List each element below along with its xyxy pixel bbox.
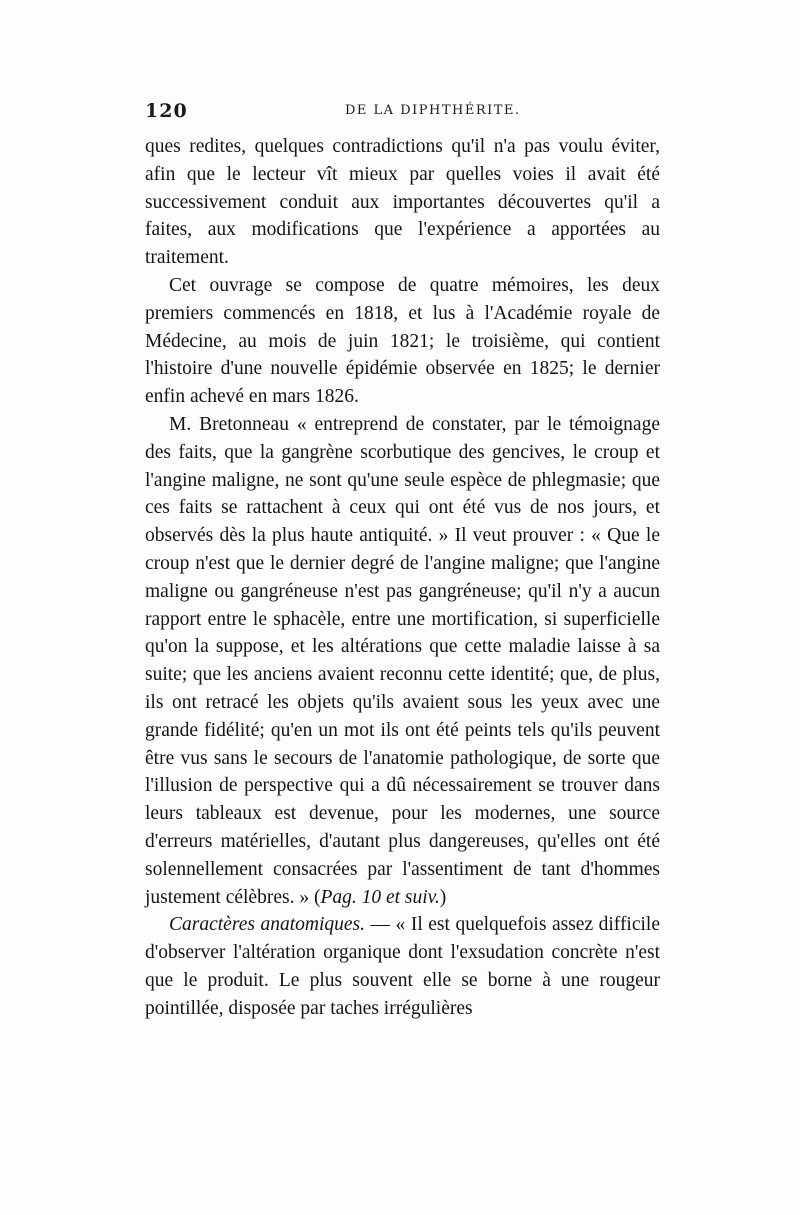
section-heading: Caractères anatomiques. <box>169 914 365 936</box>
paragraph-3-text: M. Bretonneau « entreprend de constater, par le témoignage des faits, que la gangrène scorbutique des gencives, le croup et l'angine maligne, ne sont qu'une seule espèce de phlegmasie; que ces faits se rattachent à ceux qui ont été vus de nos jours, et observés dès la plus haute antiquité. » Il veut prouver : « Que le croup n'est que le dernier degré de l'angine maligne; que l'angine maligne ou gangréneuse n'est pas gangréneuse; qu'il n'y a aucun rapport entre le sphacèle, entre une mortification, si superficielle qu'on la suppose, et les altérations que cette maladie laisse à sa suite; que les anciens avaient reconnu cette identité; que, de plus, ils ont retracé les objets qu'ils avaient sous les yeux avec une grande fidélité; qu'en un mot ils ont été peints tels qu'ils peuvent être vus sans le secours de l'anatomie pathologique, de sorte que l'illusion de perspective qui a dû nécessairement se trouver dans leurs tableaux est devenue, pour les modernes, une source d'erreurs matérielles, d'autant plus dangereuses, qu'elles ont été solennellement consacrées par l'assentiment de tant d'hommes justement célèbres. » ( <box>145 413 660 908</box>
paragraph-4-text: — « Il est quelquefois assez difficile d'observer l'altération organique dont l'exsudation concrète n'est que le produit. Le plus souvent elle se borne à une rougeur pointillée, disposée par taches irrégulières <box>145 914 661 1019</box>
page-reference-close: ) <box>439 886 447 908</box>
body-text <box>145 133 660 1023</box>
paragraph-3 <box>145 411 660 911</box>
paragraph-1 <box>145 133 660 272</box>
paragraph-2-text: Cet ouvrage se compose de quatre mémoires, les deux premiers commencés en 1818, et lus à l'Académie royale de Médecine, au mois de juin 1821; le troisième, qui contient l'histoire d'une nouvelle épidémie observée en 1825; le dernier enfin achevé en mars 1826. <box>145 274 660 408</box>
page-header <box>145 100 660 124</box>
page-reference: Pag. 10 et suiv. <box>320 886 440 908</box>
running-title: DE LA DIPHTHÉRITE. <box>345 103 521 118</box>
paragraph-4 <box>145 911 660 1022</box>
page-number: 120 <box>145 100 188 122</box>
paragraph-1-text: ques redites, quelques contradictions qu'il n'a pas voulu éviter, afin que le lecteur vît mieux par quelles voies il avait été successivement conduit aux importantes découvertes qu'il a faites, aux modifications que l'expérience a apportées au traitement. <box>145 136 660 269</box>
paragraph-2 <box>145 272 660 411</box>
